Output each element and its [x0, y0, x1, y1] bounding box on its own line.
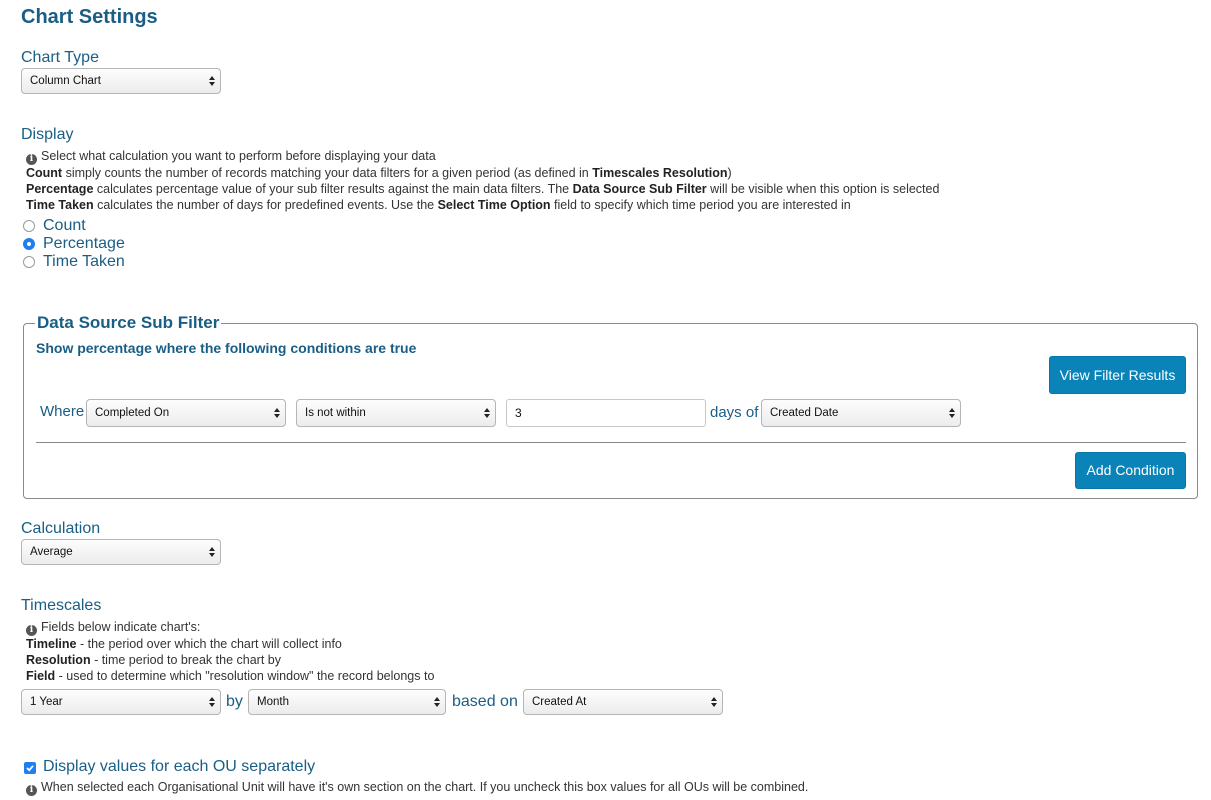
by-label: by — [226, 693, 243, 710]
display-label: Display — [21, 126, 74, 143]
field-value: Created At — [532, 696, 587, 708]
radio-count-label: Count — [43, 217, 86, 234]
checkmark-icon — [25, 763, 35, 773]
radio-count-button[interactable] — [23, 220, 35, 232]
condition-amount-input[interactable]: 3 — [506, 399, 706, 427]
display-help — [26, 148, 939, 213]
where-label: Where — [40, 403, 85, 420]
days-of-label: days of — [710, 404, 759, 421]
ou-separate-checkbox[interactable] — [24, 762, 36, 774]
sub-filter-heading: Show percentage where the following conditions are true — [36, 340, 417, 356]
chart-type-value: Column Chart — [30, 75, 101, 87]
display-help-intro: i Select what calculation you want to perform before displaying your data — [26, 148, 939, 165]
timeline-value: 1 Year — [30, 696, 63, 708]
info-icon: i — [26, 625, 37, 636]
radio-time-taken-label: Time Taken — [43, 253, 125, 270]
calculation-label: Calculation — [21, 520, 101, 537]
timescales-help — [26, 619, 434, 684]
calculation-select[interactable] — [21, 539, 221, 565]
sub-filter-legend: Data Source Sub Filter — [37, 313, 220, 332]
select-arrows-icon — [434, 696, 440, 708]
display-help-percentage: Percentage calculates percentage value of your sub filter results against the main data filters. The Data Source Sub Filter will be visible when this option is selected — [26, 182, 940, 196]
based-on-label: based on — [452, 693, 518, 710]
condition-reference-value: Created Date — [770, 407, 839, 419]
condition-reference-select[interactable] — [761, 399, 961, 427]
page-title: Chart Settings — [21, 6, 158, 28]
timescales-help-timeline: Timeline - the period over which the chart will collect info — [26, 637, 342, 651]
chart-type-select[interactable] — [21, 68, 221, 94]
calculation-value: Average — [30, 546, 73, 558]
sub-filter-divider — [36, 442, 1186, 443]
select-arrows-icon — [949, 407, 955, 419]
timeline-select[interactable] — [21, 689, 221, 715]
radio-percentage-label: Percentage — [43, 235, 125, 252]
chart-type-label: Chart Type — [21, 49, 99, 66]
display-help-count: Count simply counts the number of records matching your data filters for a given period (as defined in Timescales Resolution) — [26, 166, 732, 180]
field-select[interactable] — [523, 689, 723, 715]
ou-separate-help: i When selected each Organisational Unit will have it's own section on the chart. If you uncheck this box values for all OUs will be combined. — [26, 779, 808, 796]
select-arrows-icon — [484, 407, 490, 419]
add-condition-button[interactable]: Add Condition — [1075, 452, 1186, 489]
info-icon: i — [26, 154, 37, 165]
select-arrows-icon — [711, 696, 717, 708]
condition-field-value: Completed On — [95, 407, 170, 419]
display-help-time-taken: Time Taken calculates the number of days for predefined events. Use the Select Time Option field to specify which time period you are interested in — [26, 198, 851, 212]
info-icon: i — [26, 785, 37, 796]
condition-operator-select[interactable] — [296, 399, 496, 427]
timescales-help-field: Field - used to determine which "resolution window" the record belongs to — [26, 669, 435, 683]
select-arrows-icon — [209, 696, 215, 708]
resolution-select[interactable] — [248, 689, 446, 715]
select-arrows-icon — [274, 407, 280, 419]
view-filter-results-button[interactable]: View Filter Results — [1049, 356, 1186, 394]
timescales-label: Timescales — [21, 597, 102, 614]
select-arrows-icon — [209, 546, 215, 558]
timescales-help-resolution: Resolution - time period to break the chart by — [26, 653, 281, 667]
condition-operator-value: Is not within — [305, 407, 366, 419]
resolution-value: Month — [257, 696, 289, 708]
radio-time-taken-button[interactable] — [23, 256, 35, 268]
timescales-help-intro: i Fields below indicate chart's: — [26, 619, 434, 636]
condition-field-select[interactable] — [86, 399, 286, 427]
radio-percentage-button[interactable] — [23, 238, 35, 250]
select-arrows-icon — [209, 75, 215, 87]
ou-separate-label[interactable]: Display values for each OU separately — [43, 758, 316, 775]
